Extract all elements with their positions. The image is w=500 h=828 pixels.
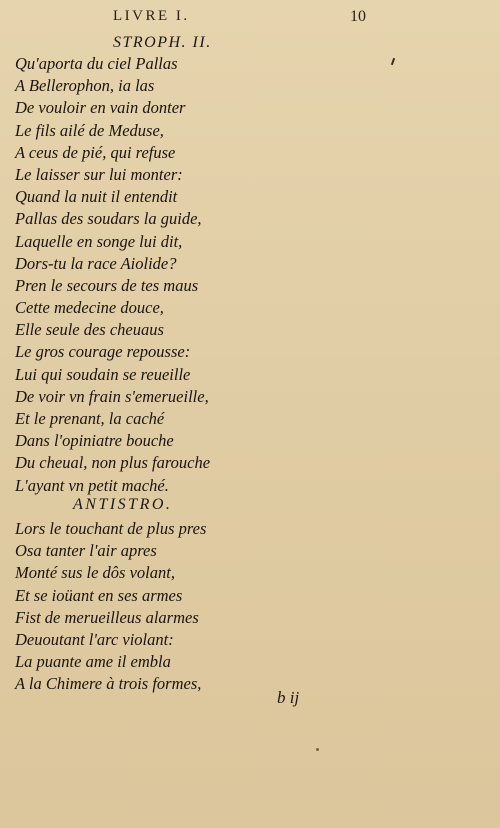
strophe-heading: STROPH. II. <box>113 34 212 51</box>
verse-line: Et le prenant, la caché <box>15 409 165 428</box>
verse-line: A la Chimere à trois formes, <box>15 674 202 694</box>
verse-line: De vouloir en vain donter <box>15 98 186 118</box>
verse-line: La puante ame il embla <box>15 652 171 672</box>
verse-line: Pallas des soudars la guide, <box>15 209 202 229</box>
running-head: LIVRE I. <box>113 8 190 24</box>
verse-line: Lors le touchant de plus pres <box>15 519 207 538</box>
verse-line: Osa tanter l'air apres <box>15 541 157 561</box>
verse-line: A ceus de pié, qui refuse <box>15 142 176 162</box>
antistrophe-verse <box>15 518 206 696</box>
verse-line: Deuoutant l'arc violant: <box>15 629 174 649</box>
verse-line: Fist de merueilleus alarmes <box>15 607 199 627</box>
verse-line: Du cheual, non plus farouche <box>15 453 211 473</box>
page-number: 10 <box>350 8 366 25</box>
verse-line: Dors-tu la race Aiolide? <box>15 253 177 273</box>
verse-line: Et se ioüant en ses armes <box>15 585 183 605</box>
verse-line: Elle seule des cheuaus <box>15 320 164 340</box>
verse-line: Le gros courage repousse: <box>15 342 191 362</box>
verse-line: Laquelle en songe lui dit, <box>15 231 183 251</box>
verse-line: L'ayant vn petit maché. <box>15 475 169 495</box>
verse-line: De voir vn frain s'emerueille, <box>15 386 209 406</box>
verse-line: Le laisser sur lui monter: <box>15 164 183 184</box>
signature-mark: b ij <box>277 688 300 707</box>
verse-line: Cette medecine douce, <box>15 298 164 318</box>
ink-speck <box>316 748 319 751</box>
verse-line: Pren le secours de tes maus <box>15 275 199 295</box>
antistrophe-heading: ANTISTRO. <box>73 496 173 513</box>
verse-line: Qu'aporta du ciel Pallas <box>15 54 178 73</box>
verse-line: Lui qui soudain se reueille <box>15 364 191 384</box>
strophe-verse <box>15 53 210 497</box>
verse-line: Le fils ailé de Meduse, <box>15 120 164 140</box>
verse-line: A Bellerophon, ia las <box>15 76 155 96</box>
show-through-text <box>300 0 500 734</box>
verse-line: Quand la nuit il entendit <box>15 187 178 207</box>
verse-line: Monté sus le dôs volant, <box>15 563 175 583</box>
verse-line: Dans l'opiniatre bouche <box>15 431 174 451</box>
